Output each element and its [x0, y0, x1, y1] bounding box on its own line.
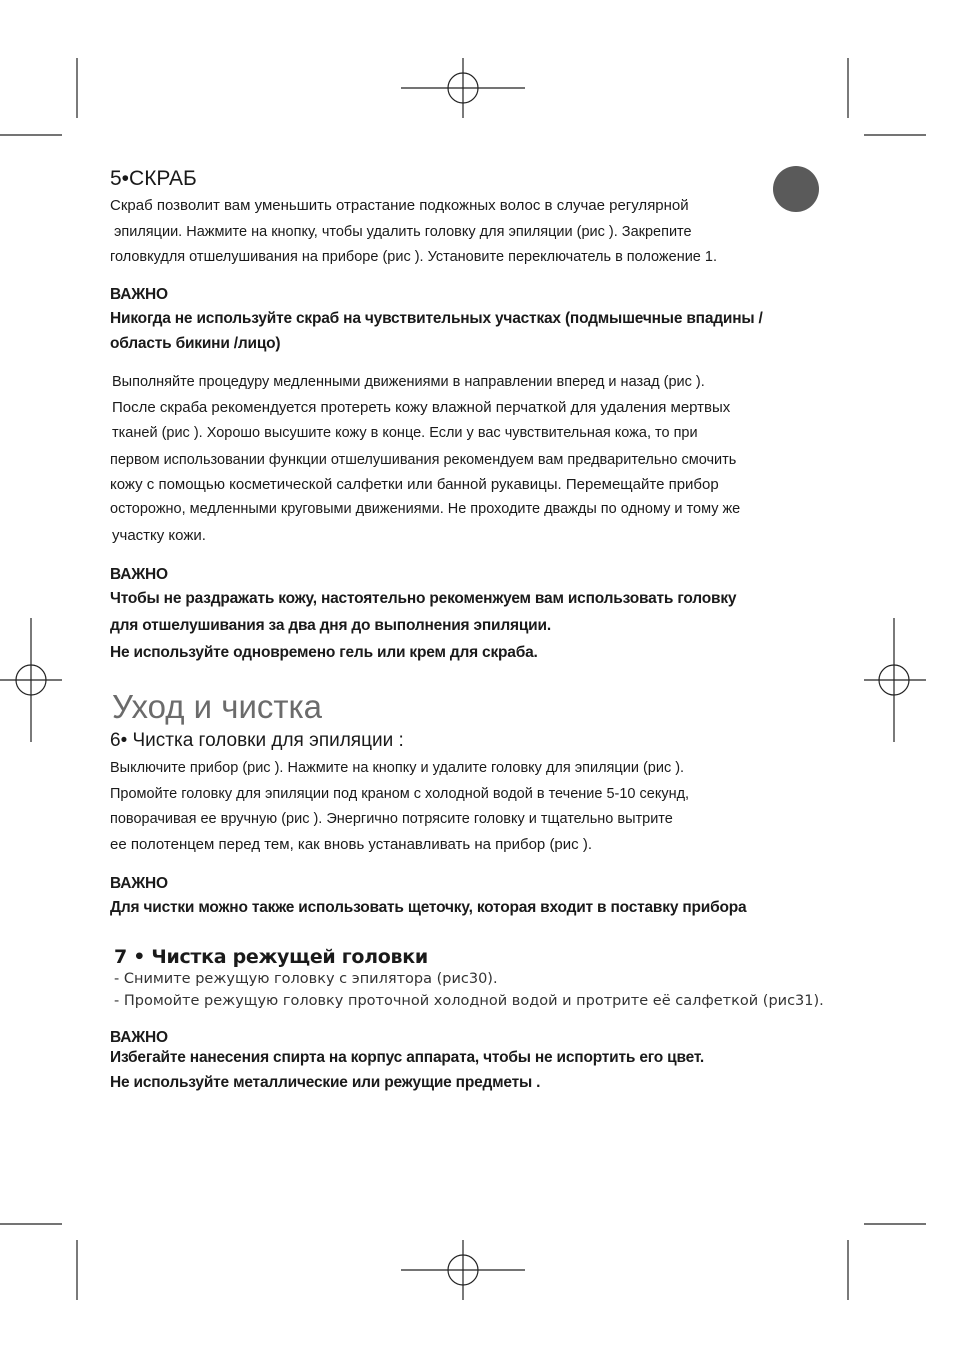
- important-text-4a: Избегайте нанесения спирта на корпус аппарата, чтобы не испортить его цвет.: [110, 1049, 704, 1066]
- section5-title: 5•СКРАБ: [110, 167, 197, 190]
- section5-line-1: Скраб позволит вам уменьшить отрастание подкожных волос в случае регулярной: [110, 197, 689, 214]
- section7-line-1: - Снимите режущую головку с эпилятора (рис30).: [114, 971, 498, 987]
- important-text-1b: область бикини /лицо): [110, 335, 281, 352]
- procedure-line-1: Выполняйте процедуру медленными движениями в направлении вперед и назад (рис ).: [112, 374, 705, 390]
- section6-title: 6• Чистка головки для эпиляции :: [110, 730, 404, 751]
- section6-line-3: поворачивая ее вручную (рис ). Энергично потрясите головку и тщательно вытрите: [110, 811, 673, 827]
- important-text-2c: Не используйте одновремено гель или крем для скраба.: [110, 644, 538, 661]
- procedure-line-2: После скраба рекомендуется протереть кожу влажной перчаткой для удаления мертвых: [112, 399, 731, 416]
- important-label-3: ВАЖНО: [110, 875, 168, 892]
- section5-line-2: эпиляции. Нажмите на кнопку, чтобы удалить головку для эпиляции (рис ). Закрепите: [114, 224, 692, 240]
- important-label-4: ВАЖНО: [110, 1029, 168, 1046]
- section6-line-1: Выключите прибор (рис ). Нажмите на кнопку и удалите головку для эпиляции (рис ).: [110, 760, 685, 776]
- procedure-line-5: кожу с помощью косметической салфетки или банной рукавицы. Перемещайте прибор: [110, 476, 719, 493]
- section7-line-2: - Промойте режущую головку проточной холодной водой и протрите её салфеткой (рис31).: [114, 993, 824, 1009]
- section7-title: 7 • Чистка режущей головки: [114, 946, 428, 968]
- page-tab-marker: [773, 166, 819, 212]
- section6-line-4: ее полотенцем перед тем, как вновь устанавливать на прибор (рис ).: [110, 836, 592, 853]
- important-label-1: ВАЖНО: [110, 286, 168, 303]
- section5-line-3: головкудля отшелушивания на приборе (рис ). Установите переключатель в положение 1.: [110, 249, 717, 265]
- important-text-1a: Никогда не используйте скраб на чувствительных участках (подмышечные впадины /: [110, 310, 763, 327]
- procedure-line-3: тканей (рис ). Хорошо высушите кожу в конце. Если у вас чувствительная кожа, то при: [112, 425, 698, 441]
- care-heading: Уход и чистка: [112, 688, 323, 725]
- important-text-4b: Не используйте металлические или режущие предметы .: [110, 1074, 541, 1091]
- important-text-2b: для отшелушивания за два дня до выполнения эпиляции.: [110, 617, 551, 634]
- important-label-2: ВАЖНО: [110, 566, 168, 583]
- important-text-3: Для чистки можно также использовать щеточку, которая входит в поставку прибора: [110, 899, 747, 916]
- procedure-line-4: первом использовании функции отшелушивания рекомендуем вам предварительно смочить: [110, 452, 737, 468]
- procedure-line-6: осторожно, медленными круговыми движениями. Не проходите дважды по одному и тому же: [110, 501, 741, 517]
- section6-line-2: Промойте головку для эпиляции под краном с холодной водой в течение 5-10 секунд,: [110, 786, 690, 802]
- procedure-line-7: участку кожи.: [112, 527, 206, 544]
- important-text-2a: Чтобы не раздражать кожу, настоятельно рекоменжуем вам использовать головку: [110, 590, 737, 607]
